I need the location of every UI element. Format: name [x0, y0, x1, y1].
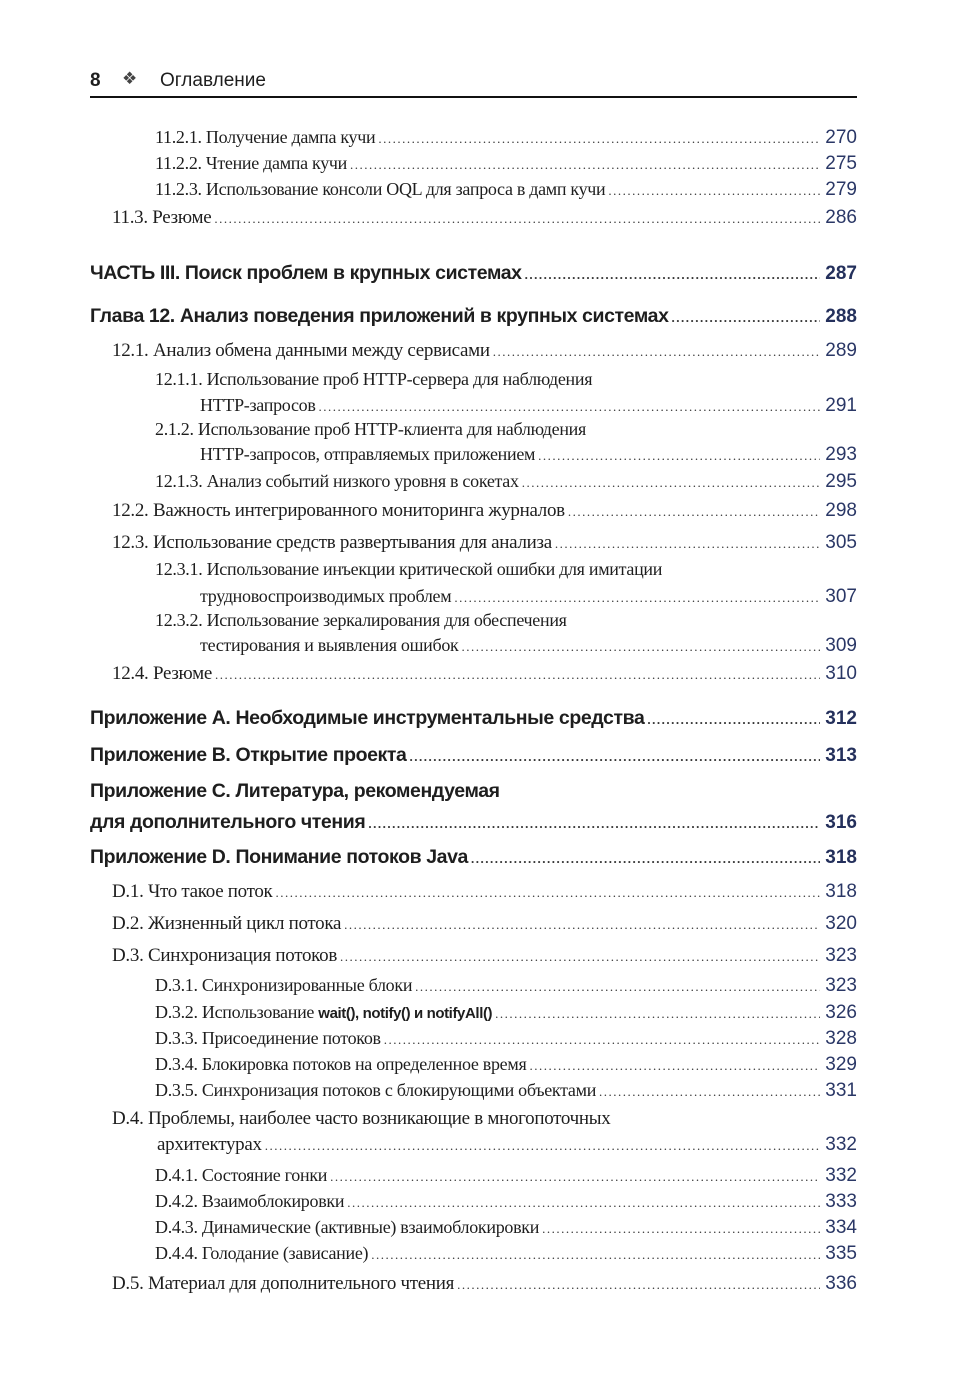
toc-entry-title: 12.3.2. Использование зеркалирования для обеспечения — [155, 610, 567, 630]
toc-entry-title: HTTP-запросов, отправляемых приложением — [200, 444, 536, 464]
toc-page-number[interactable]: 318 — [825, 847, 857, 868]
toc-entry-line — [112, 1271, 857, 1297]
toc-entry[interactable] — [155, 1214, 857, 1240]
toc-entry-line — [155, 607, 857, 633]
dot-leader — [555, 531, 820, 557]
toc-page-number[interactable]: 332 — [825, 1165, 857, 1186]
toc-entry-line — [155, 999, 857, 1025]
toc-page-number[interactable]: 331 — [825, 1080, 857, 1101]
ornament-icon: ❖ — [122, 69, 138, 88]
toc-entry-line — [155, 366, 857, 392]
toc-entry-title: трудновоспроизводимых проблем — [200, 586, 452, 606]
toc-entry-title: архитектурах — [157, 1134, 262, 1155]
toc-page-number[interactable]: 293 — [825, 444, 857, 465]
dot-leader — [495, 1001, 820, 1027]
toc-page-number[interactable]: 313 — [825, 745, 857, 766]
toc-entry-line — [112, 530, 857, 556]
dot-leader — [538, 443, 820, 469]
toc-entry-line — [112, 498, 857, 524]
toc-page-number[interactable]: 286 — [825, 207, 857, 228]
toc-entry-line — [155, 1025, 857, 1051]
toc-entry-title: 12.4. Резюме — [112, 663, 213, 684]
dot-leader — [599, 1079, 820, 1105]
toc-entry[interactable] — [155, 416, 857, 466]
dot-leader — [542, 1216, 820, 1242]
toc-page-number[interactable]: 287 — [825, 263, 857, 284]
toc-page-number[interactable]: 333 — [825, 1191, 857, 1212]
toc-page-number[interactable]: 328 — [825, 1028, 857, 1049]
toc-entry[interactable] — [112, 1106, 857, 1158]
dot-leader — [347, 1190, 820, 1216]
toc-entry-line — [90, 844, 857, 870]
toc-entry[interactable] — [155, 468, 857, 494]
toc-entry[interactable] — [112, 205, 857, 231]
toc-entry-title: Приложение С. Литература, рекомендуемая — [90, 780, 500, 802]
toc-entry-title: Глава 12. Анализ поведения приложений в крупных системах — [90, 305, 669, 327]
toc-entry[interactable] — [155, 176, 857, 202]
dot-leader — [672, 305, 820, 331]
toc-entry-line — [155, 1051, 857, 1077]
dot-leader — [340, 944, 820, 970]
toc-entry-title: HTTP-запросов — [200, 395, 316, 415]
toc-entry[interactable] — [155, 1025, 857, 1051]
dot-leader — [371, 1242, 820, 1268]
toc-entry-title: ЧАСТЬ III. Поиск проблем в крупных системах — [90, 262, 522, 284]
toc-entry-title: 2.1.2. Использование проб HTTP-клиента для наблюдения — [155, 419, 586, 439]
toc-page-number[interactable]: 288 — [825, 306, 857, 327]
toc-entry-line — [200, 392, 857, 418]
toc-entry-line — [155, 1188, 857, 1214]
running-header — [90, 70, 857, 96]
toc-entry-line — [90, 809, 857, 835]
toc-entry-title: D.4.4. Голодание (зависание) — [155, 1243, 369, 1263]
toc-page-number[interactable]: 323 — [825, 975, 857, 996]
toc-entry[interactable] — [112, 338, 857, 364]
dot-leader — [493, 339, 820, 365]
toc-page-number[interactable]: 334 — [825, 1217, 857, 1238]
toc-entry-line — [112, 1106, 857, 1132]
toc-entry-title: 12.3. Использование средств развертывания для анализа — [112, 532, 552, 553]
toc-entry-title: D.4.1. Состояние гонки — [155, 1165, 328, 1185]
toc-page-number[interactable]: 275 — [825, 153, 857, 174]
toc-entry-line — [155, 150, 857, 176]
toc-entry-line — [112, 879, 857, 905]
toc-page-number[interactable]: 291 — [825, 395, 857, 416]
toc-entry-line — [200, 441, 857, 467]
toc-entry-title: 12.2. Важность интегрированного мониторинга журналов — [112, 500, 565, 521]
toc-entry-title: Приложение В. Открытие проекта — [90, 744, 407, 766]
toc-page-number[interactable]: 329 — [825, 1054, 857, 1075]
dot-leader — [608, 178, 820, 204]
toc-entry-title: D.1. Что такое поток — [112, 881, 273, 902]
toc-page-number[interactable]: 289 — [825, 340, 857, 361]
toc-entry-line — [155, 1162, 857, 1188]
toc-page-number[interactable]: 316 — [825, 812, 857, 833]
dot-leader — [461, 634, 820, 660]
toc-entry-title: 11.2.3. Использование консоли OQL для запроса в дамп кучи — [155, 179, 606, 199]
dot-leader — [275, 880, 820, 906]
toc-page-number[interactable]: 336 — [825, 1273, 857, 1294]
running-title: Оглавление — [160, 70, 266, 91]
toc-entry-title: D.3.3. Присоединение потоков — [155, 1028, 381, 1048]
toc-entry-line — [155, 972, 857, 998]
toc-page-number[interactable]: 312 — [825, 708, 857, 729]
dot-leader — [384, 1027, 820, 1053]
dot-leader — [265, 1133, 820, 1159]
toc-entry-title: D.2. Жизненный цикл потока — [112, 913, 342, 934]
dot-leader — [378, 126, 820, 152]
toc-entry[interactable] — [90, 844, 857, 870]
toc-entry[interactable] — [90, 778, 857, 840]
toc-page-number[interactable]: 318 — [825, 881, 857, 902]
toc-entry-title: D.3.1. Синхронизированные блоки — [155, 975, 413, 995]
dot-leader — [525, 262, 820, 288]
toc-page-number[interactable]: 305 — [825, 532, 857, 553]
toc-entry-line — [155, 1240, 857, 1266]
dot-leader — [215, 662, 820, 688]
toc-page-number[interactable]: 279 — [825, 179, 857, 200]
toc-entry-line — [155, 176, 857, 202]
toc-entry[interactable] — [112, 1271, 857, 1297]
toc-page-number[interactable]: 310 — [825, 663, 857, 684]
toc-entry-title: для дополнительного чтения — [90, 811, 366, 833]
toc-entry[interactable] — [155, 366, 857, 418]
dot-leader — [568, 499, 820, 525]
toc-entry-line — [90, 260, 857, 286]
toc-entry[interactable] — [112, 879, 857, 905]
toc-entry-title: 11.2.2. Чтение дампа кучи — [155, 153, 347, 173]
toc-entry[interactable] — [112, 498, 857, 524]
toc-page-number[interactable]: 320 — [825, 913, 857, 934]
page-number: 8 — [90, 70, 101, 91]
toc-entry-line — [155, 416, 857, 442]
toc-entry-line — [155, 124, 857, 150]
toc-entry-title: 11.2.1. Получение дампа кучи — [155, 127, 376, 147]
toc-entry-title: D.3.4. Блокировка потоков на определенное время — [155, 1054, 527, 1074]
toc-page-number[interactable]: 298 — [825, 500, 857, 521]
toc-page-number[interactable]: 323 — [825, 945, 857, 966]
toc-entry[interactable] — [112, 661, 857, 687]
dot-leader — [214, 206, 820, 232]
toc-entry-code: wait(), notify() и notifyAll() — [318, 1005, 493, 1022]
toc-entry[interactable] — [90, 260, 857, 286]
toc-entry-title: D.3.5. Синхронизация потоков с блокирующими объектами — [155, 1080, 597, 1100]
toc-page-number[interactable]: 295 — [825, 471, 857, 492]
toc-entry-title: 12.1.1. Использование проб HTTP-сервера для наблюдения — [155, 369, 593, 389]
toc-entry-line — [90, 778, 857, 804]
toc-entry-line — [112, 661, 857, 687]
toc-entry-title: 12.1.3. Анализ событий низкого уровня в сокетах — [155, 471, 519, 491]
toc-entry[interactable] — [155, 556, 857, 610]
dot-leader — [647, 707, 820, 733]
toc-entry-title: 11.3. Резюме — [112, 207, 212, 228]
toc-entry[interactable] — [155, 124, 857, 150]
dot-leader — [529, 1053, 820, 1079]
toc-entry-title: тестирования и выявления ошибок — [200, 635, 459, 655]
toc-entry-title: D.3.2. Использование — [155, 1002, 319, 1022]
toc-entry[interactable] — [90, 303, 857, 329]
dot-leader — [457, 1272, 820, 1298]
toc-entry-line — [200, 583, 857, 609]
toc-entry-line — [90, 303, 857, 329]
toc-entry-line — [112, 205, 857, 231]
toc-entry[interactable] — [155, 972, 857, 998]
toc-entry[interactable] — [155, 607, 857, 657]
toc-entry-title: Приложение D. Понимание потоков Java — [90, 846, 468, 868]
toc-entry-line — [157, 1132, 857, 1158]
toc-entry-line — [90, 742, 857, 768]
toc-entry-title: D.4.2. Взаимоблокировки — [155, 1191, 345, 1211]
toc-entry[interactable] — [155, 150, 857, 176]
toc-page-number[interactable]: 307 — [825, 586, 857, 607]
toc-entry-line — [112, 943, 857, 969]
toc-entry[interactable] — [90, 705, 857, 731]
toc-entry[interactable] — [155, 999, 857, 1025]
toc-entry-line — [112, 911, 857, 937]
toc-entry-title: 12.3.1. Использование инъекции критической ошибки для имитации — [155, 559, 663, 579]
toc-entry[interactable] — [112, 943, 857, 969]
dot-leader — [471, 846, 820, 872]
toc-entry-title: D.5. Материал для дополнительного чтения — [112, 1273, 455, 1294]
toc-entry[interactable] — [90, 742, 857, 768]
toc-entry-line — [90, 705, 857, 731]
toc-entry[interactable] — [112, 530, 857, 556]
toc-page-number[interactable]: 326 — [825, 1002, 857, 1023]
toc-entry[interactable] — [155, 1051, 857, 1077]
dot-leader — [350, 152, 820, 178]
toc-entry[interactable] — [155, 1077, 857, 1103]
dot-leader — [344, 912, 820, 938]
dot-leader — [410, 744, 820, 770]
toc-entry-line — [155, 1214, 857, 1240]
toc-entry-line — [155, 468, 857, 494]
toc-page-number[interactable]: 309 — [825, 635, 857, 656]
toc-entry-line — [112, 338, 857, 364]
toc-entry[interactable] — [155, 1188, 857, 1214]
toc-entry-line — [155, 1077, 857, 1103]
dot-leader — [330, 1164, 820, 1190]
toc-entry-title: Приложение А. Необходимые инструментальные средства — [90, 707, 645, 729]
toc-entry-title: D.4. Проблемы, наиболее часто возникающие в многопоточных — [112, 1108, 611, 1129]
toc-entry-line — [155, 556, 857, 582]
dot-leader — [522, 470, 820, 496]
toc-page-number[interactable]: 270 — [825, 127, 857, 148]
toc-page-number[interactable]: 332 — [825, 1134, 857, 1155]
toc-entry-title: D.4.3. Динамические (активные) взаимоблокировки — [155, 1217, 540, 1237]
toc-entry-line — [200, 632, 857, 658]
toc-entry-title: 12.1. Анализ обмена данными между сервисами — [112, 340, 490, 361]
toc-entry-title: D.3. Синхронизация потоков — [112, 945, 337, 966]
dot-leader — [368, 811, 820, 837]
toc-entry[interactable] — [155, 1240, 857, 1266]
dot-leader — [415, 974, 820, 1000]
toc-entry[interactable] — [112, 911, 857, 937]
toc-page-number[interactable]: 335 — [825, 1243, 857, 1264]
toc-entry[interactable] — [155, 1162, 857, 1188]
header-rule — [90, 96, 857, 98]
